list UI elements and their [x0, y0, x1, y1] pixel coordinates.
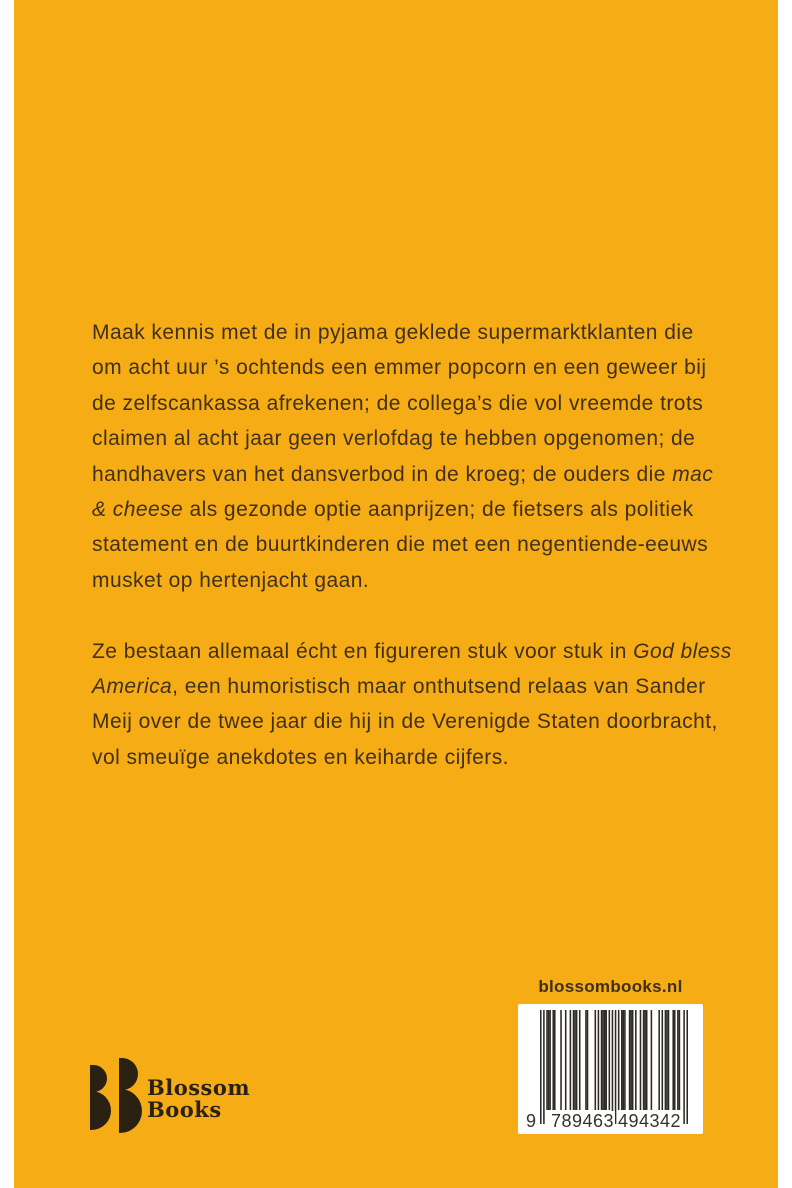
blurb-line — [92, 669, 742, 704]
blurb-line — [92, 563, 742, 598]
blurb-segment: Meij over de twee jaar die hij in de Verenigde Staten doorbracht, — [92, 710, 718, 734]
blurb-segment: de zelfscankassa afrekenen; de collega’s die vol vreemde trots — [92, 391, 704, 415]
isbn-digits-group2: 494342 — [618, 1111, 682, 1131]
blurb-segment: claimen al acht jaar geen verlofdag te hebben opgenomen; de — [92, 427, 696, 451]
blurb-line — [92, 315, 742, 350]
book-back-cover — [14, 0, 778, 1188]
blurb-segment: Ze bestaan allemaal écht en figureren stuk voor stuk in — [92, 639, 634, 663]
blurb-text-block — [92, 315, 742, 775]
blurb-paragraph-1 — [92, 315, 742, 598]
publisher-website-url: blossombooks.nl — [538, 977, 683, 996]
publisher-name — [147, 1077, 250, 1120]
blurb-line — [92, 740, 742, 775]
barcode-section — [518, 977, 703, 1134]
blurb-segment: musket op hertenjacht gaan. — [92, 568, 370, 592]
blurb-segment: handhavers van het dansverbod in de kroeg; de ouders die — [92, 462, 673, 486]
blurb-line — [92, 527, 742, 562]
blurb-segment: statement en de buurtkinderen die met een negentiende-eeuws — [92, 533, 709, 557]
logo-b-left — [90, 1065, 112, 1133]
blurb-segment: om acht uur ’s ochtends een emmer popcorn en een geweer bij — [92, 356, 707, 380]
blurb-line — [92, 492, 742, 527]
blurb-paragraph-2 — [92, 634, 742, 776]
blurb-line — [92, 350, 742, 385]
blurb-segment: als gezonde optie aanprijzen; de fietsers als politiek — [183, 498, 694, 522]
isbn-digits-group1: 789463 — [551, 1111, 615, 1131]
publisher-logo — [90, 1058, 350, 1148]
publisher-name-line1: Blossom — [147, 1075, 251, 1100]
blurb-segment: & cheese — [92, 498, 184, 522]
blurb-segment: mac — [672, 462, 714, 486]
barcode-bars — [540, 1010, 688, 1124]
isbn-barcode — [518, 1004, 703, 1134]
blurb-segment: , een humoristisch maar onthutsend relaas van Sander — [172, 675, 706, 699]
logo-b-right — [119, 1058, 143, 1134]
blurb-segment: America — [92, 675, 173, 699]
blurb-line — [92, 457, 742, 492]
blurb-segment: God bless — [633, 639, 732, 663]
blurb-line — [92, 634, 742, 669]
blurb-segment: Maak kennis met de in pyjama geklede supermarktklanten die — [92, 321, 694, 344]
blurb-segment: vol smeuïge anekdotes en keiharde cijfers. — [92, 745, 509, 769]
isbn-digit-prefix: 9 — [526, 1111, 537, 1131]
publisher-name-line2: Books — [147, 1096, 222, 1122]
blurb-line — [92, 386, 742, 421]
blurb-line — [92, 704, 742, 739]
blurb-line — [92, 421, 742, 456]
